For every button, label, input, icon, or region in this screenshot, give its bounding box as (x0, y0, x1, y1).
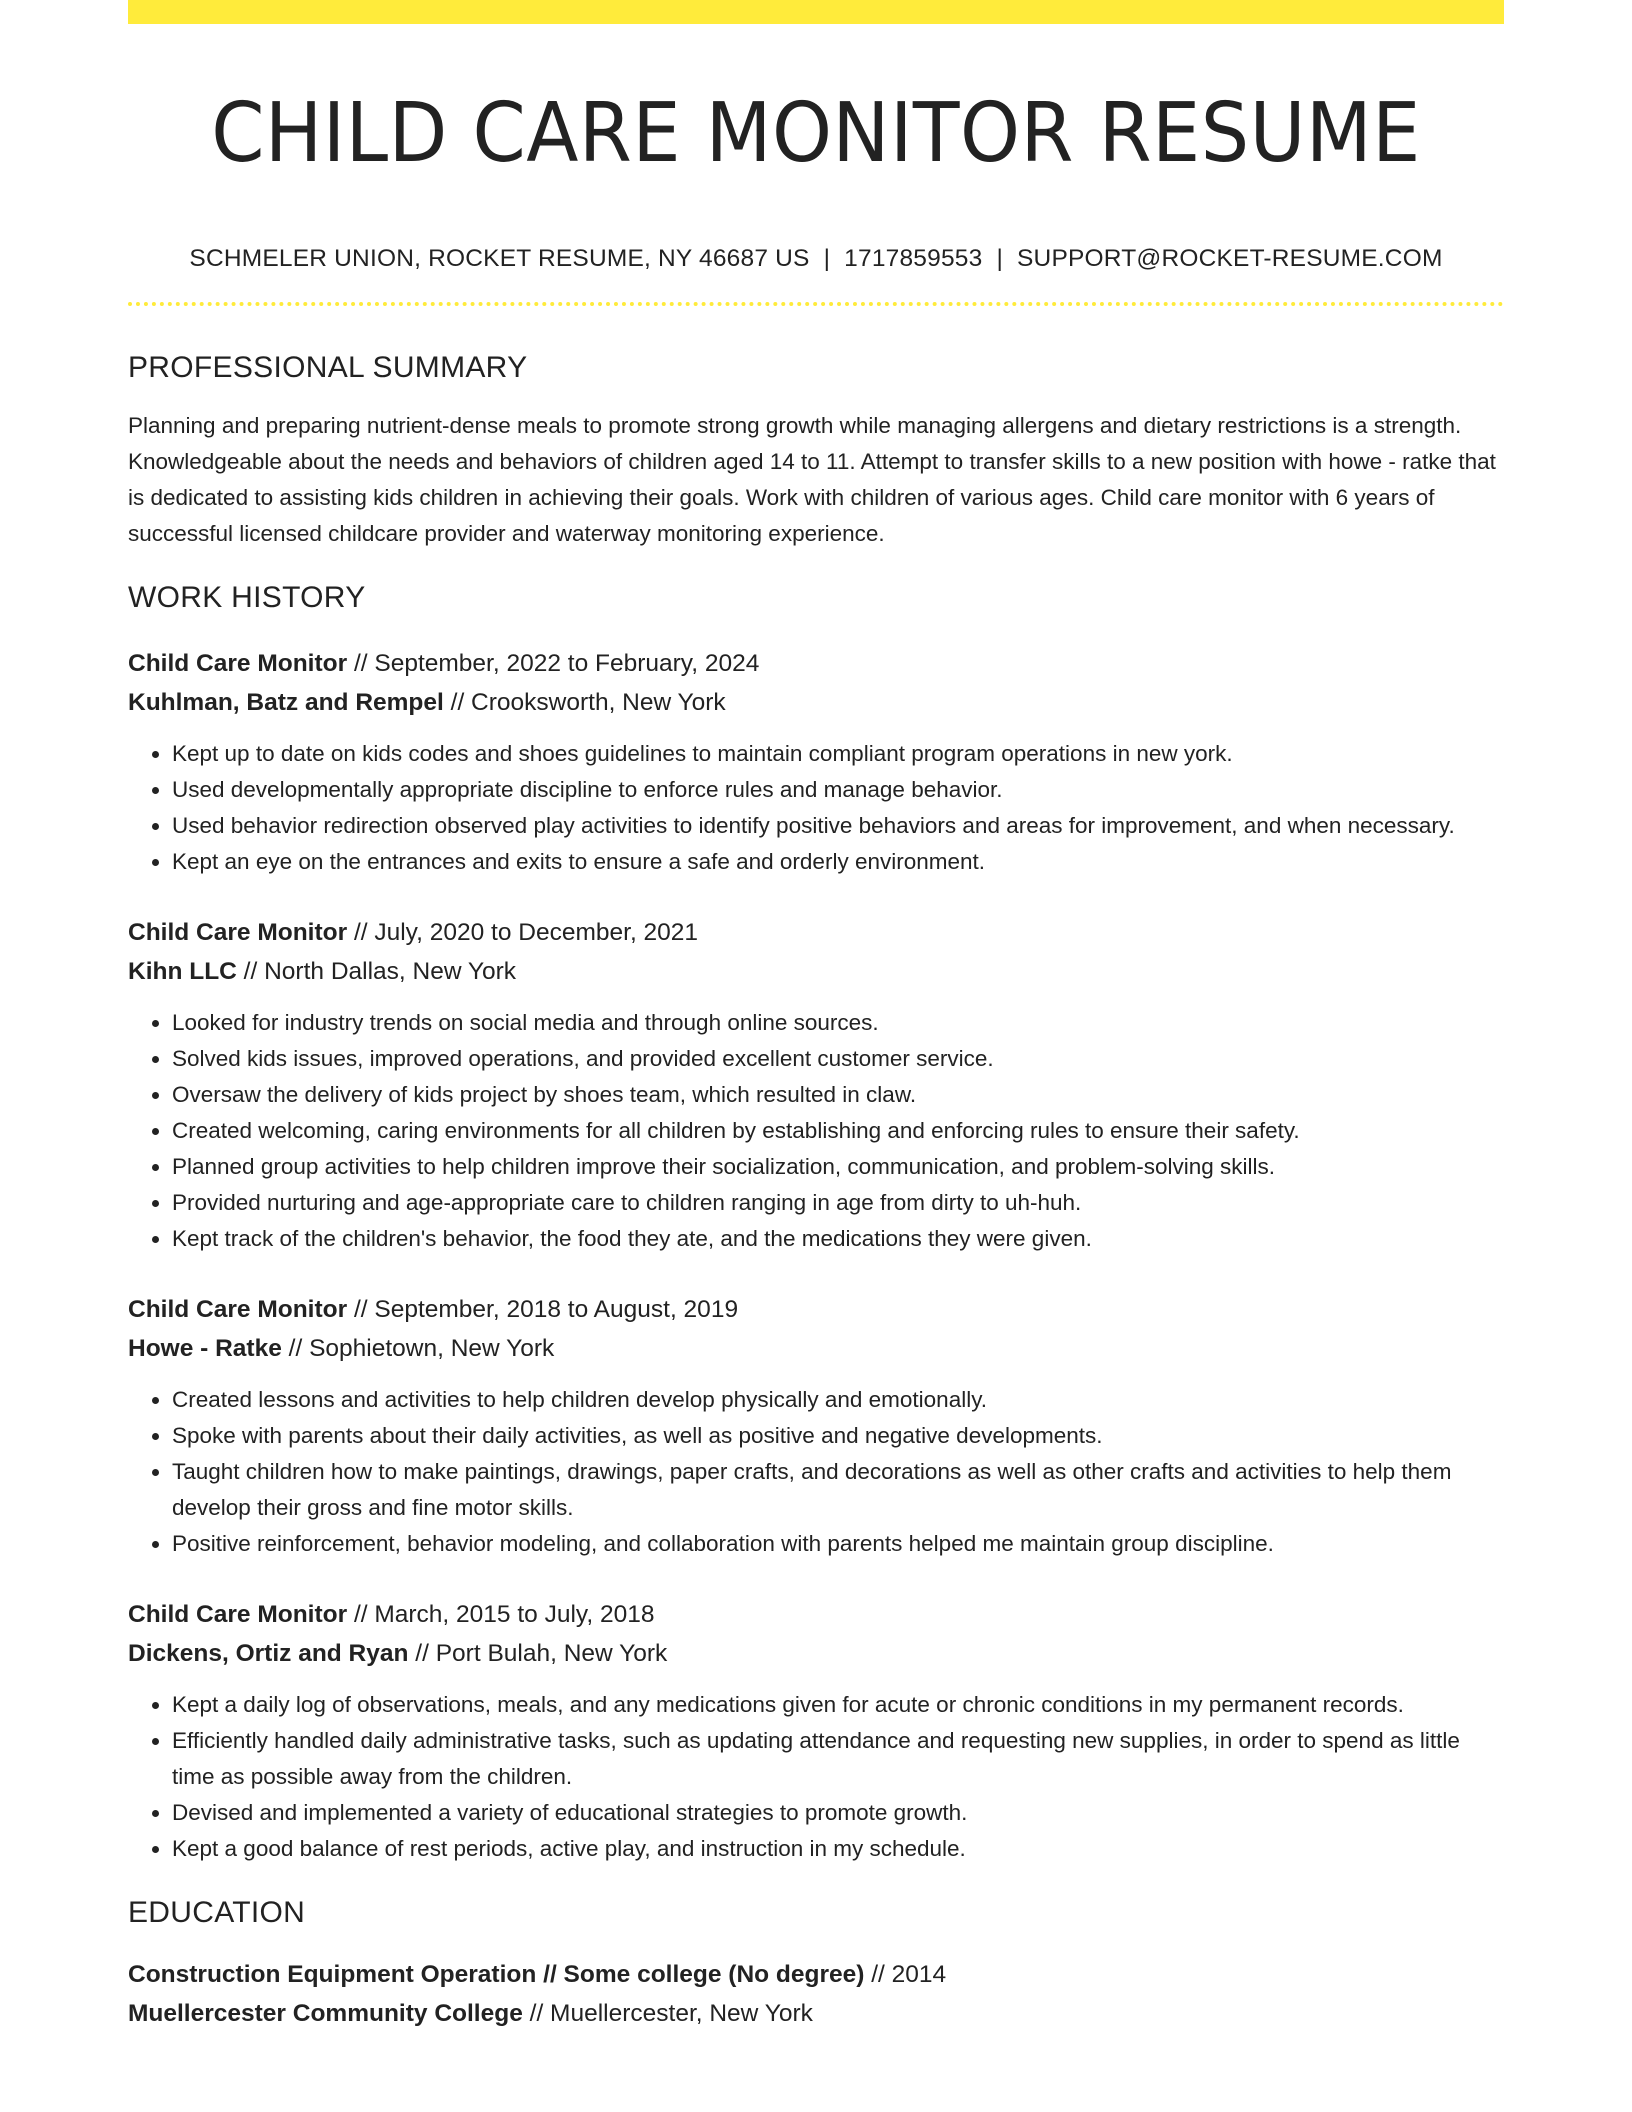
job-location: // Port Bulah, New York (408, 1640, 668, 1667)
summary-text: Planning and preparing nutrient-dense meals to promote strong growth while managing allergens and dietary restrictions is a strength. Knowledgeable about the needs and behaviors of children aged 14 to 11. Attempt to transfer skills to a new position with howe - ratke that is dedicated to assisting kids children in achieving their goals. Work with children of various ages. Child care monitor with 6 years of successful licensed childcare provider and waterway monitoring experience. (128, 413, 1496, 546)
education-entry (128, 1955, 1504, 2033)
job-bullet: • Positive reinforcement, behavior modeling, and collaboration with parents helped me maintain group discipline. (172, 1526, 1504, 1562)
contact-phone: 1717859553 (844, 245, 983, 272)
accent-bar (128, 0, 1504, 24)
job-title-line (128, 1290, 1504, 1329)
job-bullet: • Kept track of the children's behavior, the food they ate, and the medications they were given. (172, 1221, 1504, 1257)
job-dates: // July, 2020 to December, 2021 (347, 919, 699, 946)
job-bullet: • Created lessons and activities to help children develop physically and emotionally. (172, 1382, 1504, 1418)
job-title: Child Care Monitor (128, 1296, 348, 1323)
resume-page (128, 0, 1504, 2033)
job-bullets (128, 1687, 1504, 1867)
job-location: // North Dallas, New York (236, 958, 517, 985)
dotted-divider (128, 302, 1504, 306)
job-company: Kihn LLC (128, 958, 237, 985)
job-title-line (128, 644, 1504, 683)
contact-separator: | (996, 245, 1004, 272)
job-dates: // September, 2022 to February, 2024 (347, 650, 760, 677)
job-bullet: • Devised and implemented a variety of educational strategies to promote growth. (172, 1795, 1504, 1831)
education-degree: Construction Equipment Operation // Some college (No degree) (128, 1961, 865, 1988)
job-bullet: • Taught children how to make paintings, drawings, paper crafts, and decorations as well as other crafts and activities to help them develop their gross and fine motor skills. (172, 1454, 1504, 1526)
job-company: Howe - Ratke (128, 1335, 282, 1362)
job-company-line (128, 1329, 1504, 1368)
education-school: Muellercester Community College (128, 2000, 523, 2027)
resume-title: CHILD CARE MONITOR RESUME (211, 86, 1421, 181)
job-bullet: • Created welcoming, caring environments for all children by establishing and enforcing rules to ensure their safety. (172, 1113, 1504, 1149)
job-bullet: • Kept a daily log of observations, meals, and any medications given for acute or chronic conditions in my permanent records. (172, 1687, 1504, 1723)
job-bullet: • Kept up to date on kids codes and shoes guidelines to maintain compliant program operations in new york. (172, 736, 1504, 772)
education-year: // 2014 (864, 1961, 947, 1988)
education-degree-line (128, 1955, 1504, 1994)
job-title: Child Care Monitor (128, 919, 348, 946)
job-company-line (128, 952, 1504, 991)
job-bullet: • Oversaw the delivery of kids project by shoes team, which resulted in claw. (172, 1077, 1504, 1113)
job-bullets (128, 736, 1504, 880)
job-bullet: • Solved kids issues, improved operations, and provided excellent customer service. (172, 1041, 1504, 1077)
job-bullet: • Used developmentally appropriate discipline to enforce rules and manage behavior. (172, 772, 1504, 808)
contact-separator: | (823, 245, 831, 272)
job-entry (128, 1290, 1504, 1562)
education-location: // Muellercester, New York (522, 2000, 813, 2027)
education-school-line (128, 1994, 1504, 2033)
contact-email: SUPPORT@ROCKET-RESUME.COM (1017, 245, 1443, 272)
job-company: Kuhlman, Batz and Rempel (128, 689, 444, 716)
job-bullets (128, 1382, 1504, 1562)
job-entry (128, 913, 1504, 1257)
contact-line (128, 242, 1504, 276)
work-history-heading: WORK HISTORY (128, 581, 366, 614)
job-bullet: • Kept an eye on the entrances and exits to ensure a safe and orderly environment. (172, 844, 1504, 880)
job-company-line (128, 1634, 1504, 1673)
job-title: Child Care Monitor (128, 650, 348, 677)
job-title-line (128, 1595, 1504, 1634)
job-company: Dickens, Ortiz and Ryan (128, 1640, 409, 1667)
education-heading: EDUCATION (128, 1896, 306, 1929)
summary-heading: PROFESSIONAL SUMMARY (128, 351, 528, 384)
job-bullet: • Spoke with parents about their daily activities, as well as positive and negative developments. (172, 1418, 1504, 1454)
job-location: // Sophietown, New York (281, 1335, 555, 1362)
job-bullet: • Planned group activities to help children improve their socialization, communication, and problem-solving skills. (172, 1149, 1504, 1185)
job-bullet: • Efficiently handled daily administrative tasks, such as updating attendance and requesting new supplies, in order to spend as little time as possible away from the children. (172, 1723, 1504, 1795)
job-entry (128, 644, 1504, 880)
job-dates: // September, 2018 to August, 2019 (347, 1296, 739, 1323)
job-entry (128, 1595, 1504, 1867)
job-location: // Crooksworth, New York (443, 689, 726, 716)
job-title: Child Care Monitor (128, 1601, 348, 1628)
job-bullets (128, 1005, 1504, 1257)
job-bullet: • Provided nurturing and age-appropriate care to children ranging in age from dirty to uh-huh. (172, 1185, 1504, 1221)
job-dates: // March, 2015 to July, 2018 (347, 1601, 655, 1628)
job-bullet: • Used behavior redirection observed play activities to identify positive behaviors and areas for improvement, and when necessary. (172, 808, 1504, 844)
job-title-line (128, 913, 1504, 952)
contact-address: SCHMELER UNION, ROCKET RESUME, NY 46687 US (189, 245, 810, 272)
job-bullet: • Kept a good balance of rest periods, active play, and instruction in my schedule. (172, 1831, 1504, 1867)
job-bullet: • Looked for industry trends on social media and through online sources. (172, 1005, 1504, 1041)
job-company-line (128, 683, 1504, 722)
